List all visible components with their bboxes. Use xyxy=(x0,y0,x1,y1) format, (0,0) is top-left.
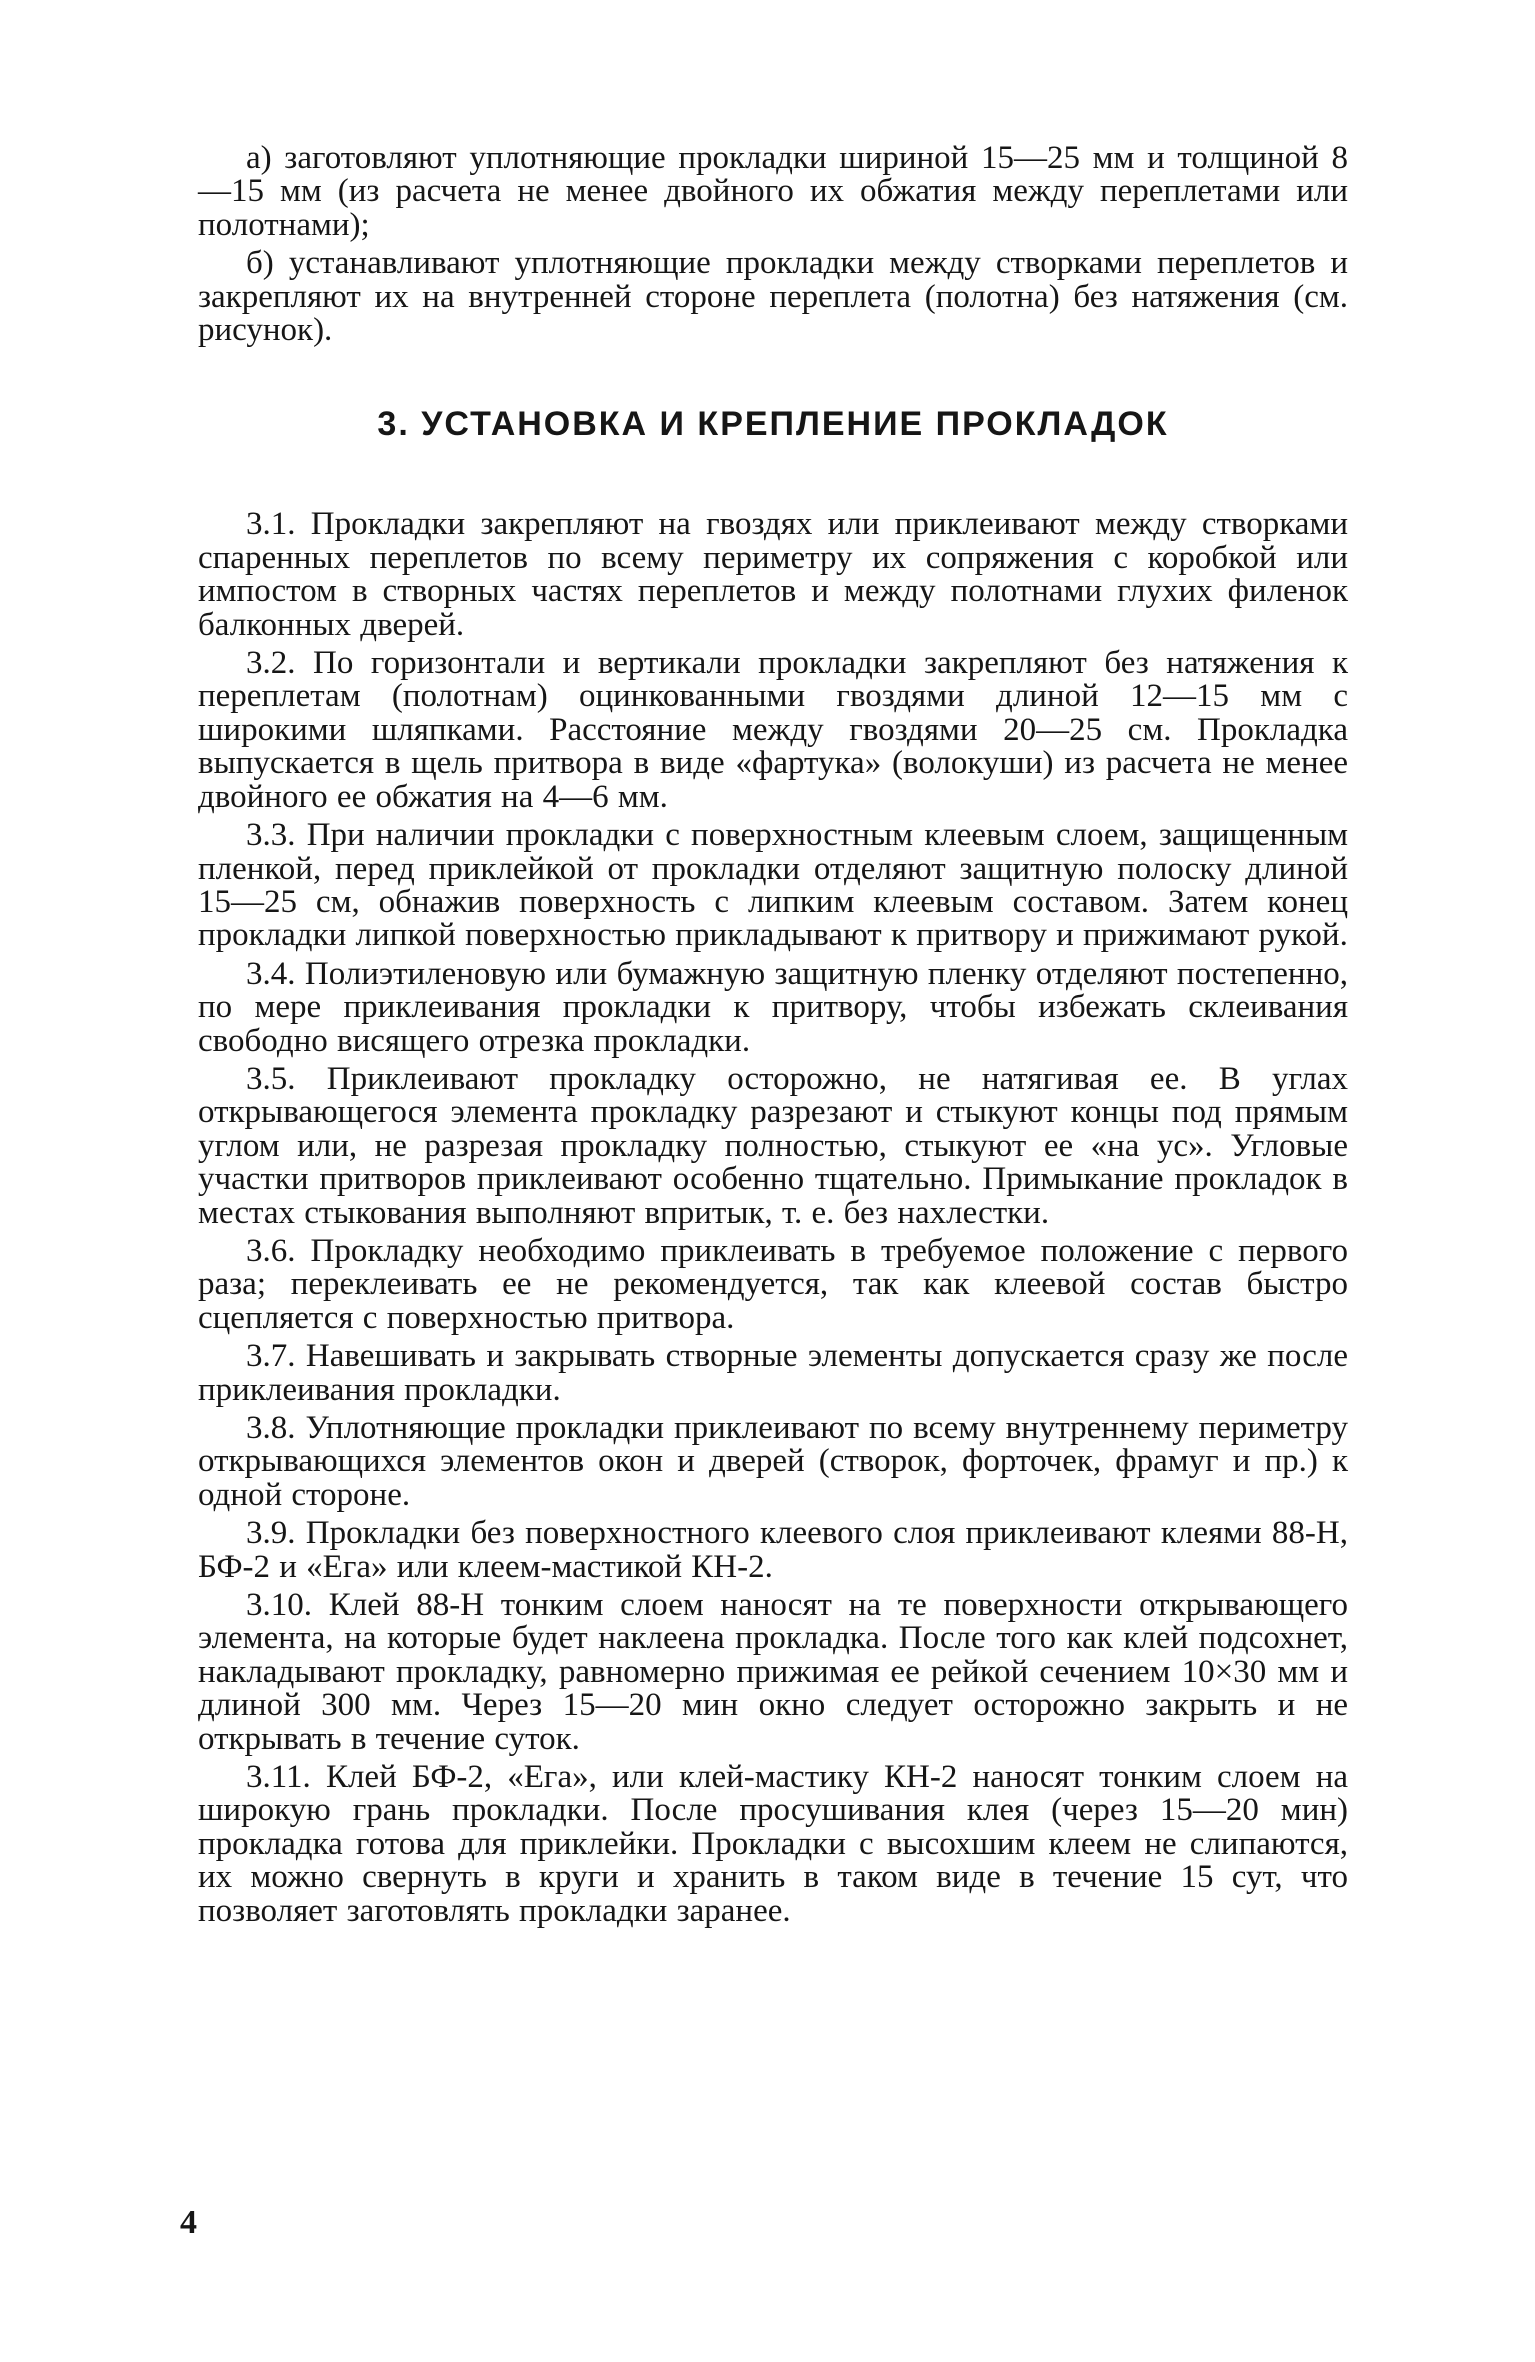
paragraph-3-5 xyxy=(198,1060,1348,1231)
page-number: 4 xyxy=(180,2204,197,2241)
paragraph-3-3 xyxy=(198,819,1348,953)
section-heading: 3. УСТАНОВКА И КРЕПЛЕНИЕ ПРОКЛАДОК xyxy=(377,405,1169,444)
paragraph-text: Прокладки без поверхностного клеевого слоя приклеивают клеями 88-Н, БФ-2 и «Ега» или клеем-мастикой КН-2. xyxy=(198,1515,1348,1585)
paragraph-number: 3.6. xyxy=(246,1232,296,1269)
paragraph-text: По горизонтали и вертикали прокладки закрепляют без натяжения к переплетам (полотнам) оцинкованными гвоздями длиной 12—15 мм с широкими шляпками. Расстояние между гвоздями 20—25 см. Прокладка выпускается в щель притвора в виде «фартука» (волокуши) из расчета не менее двойного ее обжатия на 4—6 мм. xyxy=(198,645,1348,815)
paragraph-number: 3.1. xyxy=(246,506,296,543)
intro-item-b: б) устанавливают уплотняющие прокладки между створками переплетов и закрепляют их на внутренней стороне переплета (полотна) без натяжения (см. рисунок). xyxy=(198,245,1348,349)
paragraph-number: 3.9. xyxy=(246,1515,296,1552)
paragraph-number: 3.8. xyxy=(246,1410,296,1446)
paragraph-3-11 xyxy=(198,1761,1348,1928)
intro-item-a: а) заготовляют уплотняющие прокладки шириной 15—25 мм и толщиной 8—15 мм (из расчета не менее двойного их обжатия между переплетами или полотнами); xyxy=(198,140,1348,243)
paragraph-3-9 xyxy=(198,1517,1348,1584)
paragraph-number: 3.3. xyxy=(246,817,296,854)
paragraph-3-8 xyxy=(198,1412,1348,1512)
paragraph-number: 3.5. xyxy=(246,1060,296,1097)
paragraph-text: При наличии прокладки с поверхностным клеевым слоем, защищенным пленкой, перед приклейкой от прокладки отделяют защитную полоску длиной 15—25 см, обнажив поверхность с липким клеевым составом. Затем конец прокладки липкой поверхностью прикладывают к притвору и прижимают рукой. xyxy=(198,817,1349,954)
paragraph-number: 3.7. xyxy=(246,1338,296,1375)
paragraph-number: 3.2. xyxy=(246,645,296,682)
paragraph-text: Клей БФ-2, «Ега», или клей-мастику КН-2 наносят тонким слоем на широкую грань прокладки. После просушивания клея (через 15—20 мин) прокладка готова для приклейки. Прокладки с высохшим клеем не слипаются, их можно свернуть в круги и хранить в таком виде в течение 15 сут, что позволяет заготовлять прокладки заранее. xyxy=(198,1759,1349,1929)
paragraph-3-7 xyxy=(198,1340,1348,1407)
paragraph-number: 3.11. xyxy=(246,1759,311,1796)
text-column xyxy=(198,142,1348,1928)
paragraph-text: Полиэтиленовую или бумажную защитную пленку отделяют постепенно, по мере приклеивания прокладки к притвору, чтобы избежать склеивания свободно висящего отрезка прокладки. xyxy=(198,955,1349,1059)
paragraph-text: Навешивать и закрывать створные элементы допускается сразу же после приклеивания прокладки. xyxy=(198,1338,1349,1408)
paragraph-text: Уплотняющие прокладки приклеивают по всему внутреннему периметру открывающихся элементов окон и дверей (створок, форточек, фрамуг и пр.) к одной стороне. xyxy=(198,1410,1348,1513)
paragraph-text: Прокладки закрепляют на гвоздях или приклеивают между створками спаренных переплетов по всему периметру их сопряжения с коробкой или импостом в створных частях переплетов и между полотнами глухих филенок балконных дверей. xyxy=(198,506,1348,643)
paragraph-3-6 xyxy=(198,1232,1348,1336)
paragraph-3-4 xyxy=(198,955,1349,1059)
paragraph-number: 3.10. xyxy=(246,1587,312,1624)
paragraph-text: Клей 88-Н тонким слоем наносят на те поверхности открывающего элемента, на которые будет наклеена прокладка. После того как клей подсохнет, накладывают прокладку, равномерно прижимая ее рейкой сечением 10×30 мм и длиной 300 мм. Через 15—20 мин окно следует осторожно закрыть и не открывать в течение суток. xyxy=(198,1587,1349,1757)
paragraph-3-2 xyxy=(198,647,1348,814)
paragraph-3-1 xyxy=(198,508,1348,642)
paragraph-text: Приклеивают прокладку осторожно, не натягивая ее. В углах открывающегося элемента прокладку разрезают и стыкуют концы под прямым углом или, не разрезая прокладку полностью, стыкуют ее «на ус». Угловые участки притворов приклеивают особенно тщательно. Примыкание прокладок в местах стыкования выполняют впритык, т. е. без нахлестки. xyxy=(198,1060,1348,1231)
paragraph-3-10 xyxy=(198,1589,1348,1756)
paragraph-text: Прокладку необходимо приклеивать в требуемое положение с первого раза; переклеивать ее не рекомендуется, так как клеевой состав быстро сцепляется с поверхностью притвора. xyxy=(198,1232,1348,1336)
paragraph-number: 3.4. xyxy=(246,955,296,992)
